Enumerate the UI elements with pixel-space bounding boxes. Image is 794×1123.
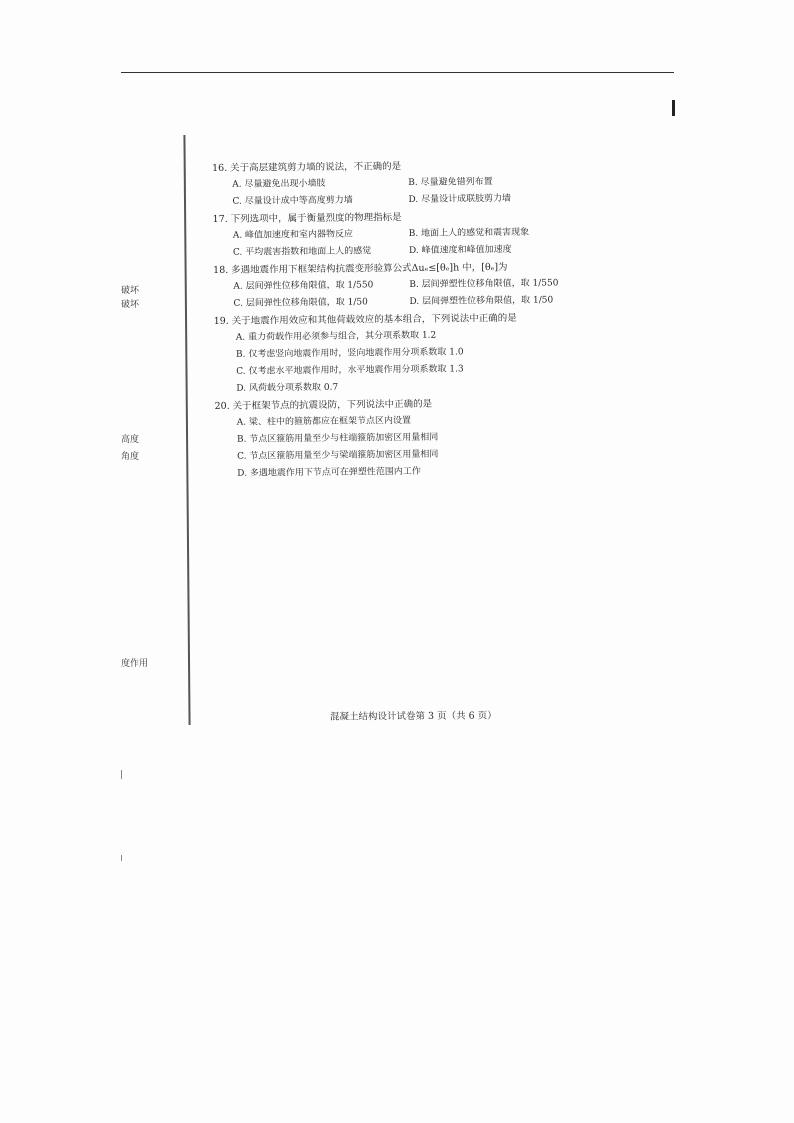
question-20 <box>214 394 595 483</box>
header-rule <box>121 72 674 73</box>
binding-line <box>183 135 190 725</box>
margin-tick <box>121 770 122 779</box>
option-d: D. 多遇地震作用下节点可在弹塑性范围内工作 <box>237 466 421 479</box>
option-c: C. 平均震害指数和地面上人的感觉 <box>232 246 372 258</box>
page-footer: 混凝土结构设计试卷第 3 页（共 6 页） <box>329 710 497 723</box>
question-17 <box>213 207 594 262</box>
margin-tick <box>121 855 122 861</box>
option-a: A. 峰值加速度和室内器物反应 <box>232 229 354 241</box>
margin-fragment: 破坏 <box>121 286 140 296</box>
margin-fragment: 度作用 <box>121 659 149 669</box>
option-a: A. 重力荷载作用必须参与组合，其分项系数取 1.2 <box>235 330 437 343</box>
option-b: B. 层间弹塑性位移角限值，取 1/550 <box>409 278 559 290</box>
option-a: A. 梁、柱中的箍筋都应在框架节点区内设置 <box>236 415 412 428</box>
option-b: B. 节点区箍筋用量至少与柱端箍筋加密区用量相同 <box>236 432 439 445</box>
option-d: D. 层间弹塑性位移角限值，取 1/50 <box>409 295 554 307</box>
option-d: D. 风荷载分项系数取 0.7 <box>236 382 339 394</box>
question-number: 17. <box>212 213 228 225</box>
question-text: 关于高层建筑剪力墙的说法，不正确的是 <box>230 161 402 174</box>
option-c: C. 尽量设计成中等高度剪力墙 <box>232 195 353 207</box>
question-number: 18. <box>213 264 229 276</box>
question-number: 19. <box>213 315 229 327</box>
margin-fragment: 高度 <box>121 435 140 445</box>
question-text: 关于地震作用效应和其他荷载效应的基本组合，下列说法中正确的是 <box>231 312 517 327</box>
question-16 <box>212 156 593 211</box>
option-c: C. 节点区箍筋用量至少与梁端箍筋加密区用量相同 <box>237 449 439 462</box>
option-c: C. 仅考虑水平地震作用时，水平地震作用分项系数取 1.3 <box>236 364 464 377</box>
option-a: A. 尽量避免出现小墙肢 <box>232 178 326 190</box>
margin-fragment: 角度 <box>121 452 140 462</box>
option-d: D. 尽量设计成联肢剪力墙 <box>408 193 512 205</box>
option-d: D. 峰值速度和峰值加速度 <box>408 244 512 256</box>
question-text: 关于框架节点的抗震设防，下列说法中正确的是 <box>232 398 433 412</box>
question-list <box>212 156 595 483</box>
question-text: 多遇地震作用下框架结构抗震变形验算公式Δuₑ≤[θₑ]h 中，[θₑ]为 <box>231 261 508 276</box>
question-18 <box>213 258 594 313</box>
option-b: B. 尽量避免错列布置 <box>408 177 493 188</box>
option-c: C. 层间弹性位移角限值，取 1/50 <box>233 297 368 309</box>
option-b: B. 地面上人的感觉和震害现象 <box>408 227 530 239</box>
question-19 <box>214 309 595 398</box>
question-text: 下列选项中，属于衡量烈度的物理指标是 <box>230 212 402 225</box>
scan-corner-mark <box>672 100 675 116</box>
option-a: A. 层间弹性位移角限值，取 1/550 <box>233 280 374 292</box>
question-number: 16. <box>212 162 228 174</box>
margin-fragment: 破坏 <box>121 300 140 310</box>
question-number: 20. <box>214 400 230 412</box>
option-b: B. 仅考虑竖向地震作用时，竖向地震作用分项系数取 1.0 <box>235 347 464 360</box>
